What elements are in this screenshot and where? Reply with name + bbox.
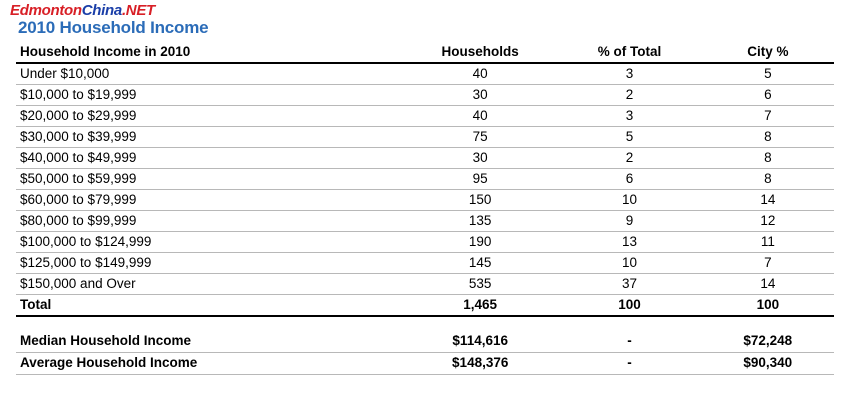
- cell-percent-of-total: 2: [557, 85, 701, 106]
- watermark-part-two: China: [81, 2, 122, 19]
- page-title: 2010 Household Income: [18, 18, 209, 37]
- income-summary-table: [16, 331, 834, 375]
- cell-income-range: $150,000 and Over: [16, 274, 403, 295]
- column-header-households: Households: [403, 42, 557, 63]
- summary-value-median-percent: -: [557, 331, 701, 353]
- table-row: [16, 190, 834, 211]
- cell-households: 75: [403, 127, 557, 148]
- cell-households: 135: [403, 211, 557, 232]
- column-header-income-range: Household Income in 2010: [16, 42, 403, 63]
- cell-income-range: $125,000 to $149,999: [16, 253, 403, 274]
- table-header-row: [16, 42, 834, 63]
- site-watermark: [10, 2, 155, 19]
- watermark-part-three: .NET: [121, 2, 155, 19]
- summary-value-median-city: $72,248: [702, 331, 835, 353]
- column-header-city-percent: City %: [702, 42, 834, 63]
- cell-income-range: $50,000 to $59,999: [16, 169, 403, 190]
- summary-row-median: [16, 331, 834, 353]
- cell-total-percent-of-total: 100: [557, 295, 701, 317]
- cell-total-households: 1,465: [403, 295, 557, 317]
- cell-income-range: $30,000 to $39,999: [16, 127, 403, 148]
- table-total-row: [16, 295, 834, 317]
- cell-percent-of-total: 6: [557, 169, 701, 190]
- table-row: [16, 63, 834, 85]
- household-income-table: [16, 42, 834, 317]
- cell-percent-of-total: 2: [557, 148, 701, 169]
- cell-households: 30: [403, 85, 557, 106]
- table-row: [16, 253, 834, 274]
- cell-percent-of-total: 10: [557, 190, 701, 211]
- summary-label-median: Median Household Income: [16, 331, 403, 353]
- cell-households: 40: [403, 63, 557, 85]
- summary-value-average-percent: -: [557, 353, 701, 375]
- table-row: [16, 148, 834, 169]
- cell-percent-of-total: 9: [557, 211, 701, 232]
- summary-value-average-city: $90,340: [702, 353, 835, 375]
- cell-income-range: $60,000 to $79,999: [16, 190, 403, 211]
- table-row: [16, 85, 834, 106]
- cell-households: 190: [403, 232, 557, 253]
- table-body: [16, 63, 834, 316]
- cell-income-range: Under $10,000: [16, 63, 403, 85]
- summary-label-average: Average Household Income: [16, 353, 403, 375]
- table-header: [16, 42, 834, 63]
- summary-body: [16, 331, 834, 375]
- cell-city-percent: 8: [702, 148, 834, 169]
- cell-total-label: Total: [16, 295, 403, 317]
- table-row: [16, 274, 834, 295]
- cell-percent-of-total: 37: [557, 274, 701, 295]
- document-body: [16, 18, 834, 375]
- cell-income-range: $40,000 to $49,999: [16, 148, 403, 169]
- cell-households: 145: [403, 253, 557, 274]
- summary-value-average-households: $148,376: [403, 353, 557, 375]
- cell-city-percent: 7: [702, 253, 834, 274]
- cell-households: 30: [403, 148, 557, 169]
- cell-city-percent: 11: [702, 232, 834, 253]
- cell-percent-of-total: 3: [557, 63, 701, 85]
- cell-households: 535: [403, 274, 557, 295]
- cell-income-range: $10,000 to $19,999: [16, 85, 403, 106]
- cell-city-percent: 14: [702, 190, 834, 211]
- cell-city-percent: 8: [702, 127, 834, 148]
- table-row: [16, 232, 834, 253]
- table-row: [16, 169, 834, 190]
- cell-percent-of-total: 13: [557, 232, 701, 253]
- table-row: [16, 211, 834, 232]
- cell-city-percent: 7: [702, 106, 834, 127]
- column-header-percent-of-total: % of Total: [557, 42, 701, 63]
- summary-row-average: [16, 353, 834, 375]
- cell-city-percent: 6: [702, 85, 834, 106]
- cell-total-city-percent: 100: [702, 295, 834, 317]
- watermark-part-one: Edmonton: [10, 2, 82, 19]
- cell-percent-of-total: 5: [557, 127, 701, 148]
- cell-income-range: $100,000 to $124,999: [16, 232, 403, 253]
- table-row: [16, 127, 834, 148]
- cell-city-percent: 5: [702, 63, 834, 85]
- cell-percent-of-total: 10: [557, 253, 701, 274]
- table-row: [16, 106, 834, 127]
- cell-households: 40: [403, 106, 557, 127]
- cell-percent-of-total: 3: [557, 106, 701, 127]
- cell-households: 150: [403, 190, 557, 211]
- cell-income-range: $80,000 to $99,999: [16, 211, 403, 232]
- cell-income-range: $20,000 to $29,999: [16, 106, 403, 127]
- cell-city-percent: 12: [702, 211, 834, 232]
- cell-city-percent: 14: [702, 274, 834, 295]
- summary-value-median-households: $114,616: [403, 331, 557, 353]
- cell-households: 95: [403, 169, 557, 190]
- cell-city-percent: 8: [702, 169, 834, 190]
